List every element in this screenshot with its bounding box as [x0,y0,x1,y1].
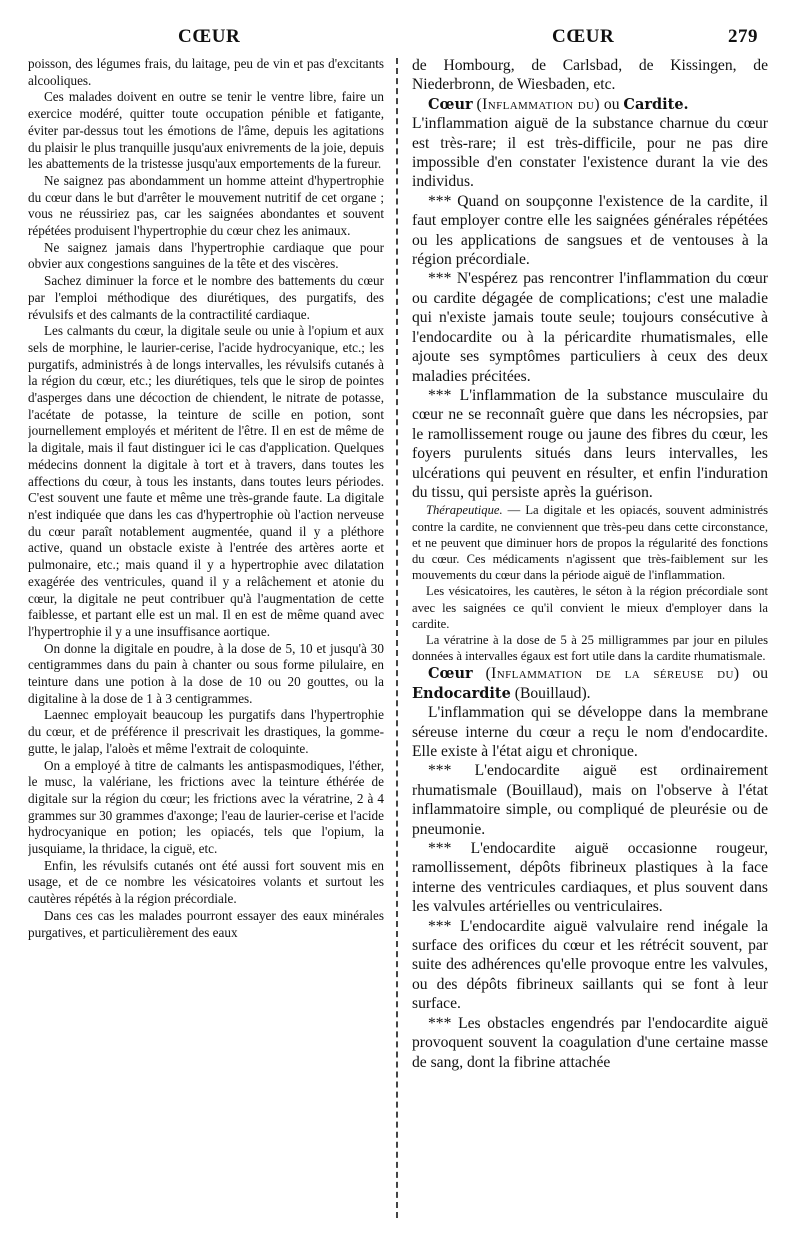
paragraph: Ne saignez pas abondamment un homme atteint d'hypertrophie du cœur dans le but d'arrêter le mouvement nutritif de cet organe ; vous ne réussiriez pas, car les saignées abondantes et souvent répétées produisent l'hypertrophie du cœur chez les animaux. [28,172,384,239]
paragraph: *** L'endocardite aiguë occasionne rougeur, ramollissement, dépôts fibrineux plastiques à la face interne des ventricules cardiaques, et plus souvent dans les valvules artérielles ou ventriculaires. [412,840,768,916]
section-heading-cardite [412,95,768,114]
paragraph: *** Quand on soupçonne l'existence de la cardite, il faut employer contre elle les saignées générales répétées ou les applications de sangsues et de ventouses à la région précordiale. [412,192,768,269]
paragraph: L'inflammation qui se développe dans la membrane séreuse interne du cœur a reçu le nom d'endocardite. Elle existe à l'état aigu et chronique. [412,704,768,760]
paragraph: On donne la digitale en poudre, à la dose de 5, 10 et jusqu'à 30 centigrammes dans du pain à chanter ou sous forme pilulaire, en teinture dans une potion à la dose de 10 ou 20 gouttes, ou la digitaline à la dose de 1 à 3 centigrammes. [28,640,384,706]
paragraph: *** Les obstacles engendrés par l'endocardite aiguë provoquent souvent la coagulation d'une certaine masse de sang, dont la fibrine attachée [412,1014,768,1071]
paragraph: On a employé à titre de calmants les antispasmodiques, l'éther, le musc, la valériane, les frictions avec la teinture éthérée de digitale sur la région du cœur; les frictions avec la vératrine, 2 à 4 grammes sur 30 grammes d'axonge; l'eau de laurier-cerise et l'acide hydrocyanique en potion; les opiacés, tels que l'opium, la jusquiame, la thridace, la ciguë, etc. [28,757,384,857]
paragraph: *** L'endocardite aiguë valvulaire rend inégale la surface des orifices du cœur et les rétrécit souvent, par suite des adhérences qu'elle provoque entre les valvules, ou des dépôts fibrineux saillants qui se font à leur surface. [412,917,768,1013]
paragraph: Dans ces cas les malades pourront essayer des eaux minérales purgatives, et particulièrement des eaux [28,907,384,940]
paragraph: *** L'endocardite aiguë est ordinairement rhumatismale (Bouillaud), mais on l'observe à l'état inflammatoire simple, ou compliqué de pleurésie ou de pneumonie. [412,762,768,838]
therapy-text: — La digitale et les opiacés, souvent administrés contre la cardite, ne conviennent que très-peu dans cette circonstance, et ne peuvent que diminuer hors de propos la régularité des fonctions du cœur. Ces médicaments n'agissent que très-faiblement sur les mouvements du cœur dans la période aiguë de l'inflammation. [412,503,768,583]
running-header [0,18,800,48]
paragraph: Les calmants du cœur, la digitale seule ou unie à l'opium et aux sels de morphine, le laurier-cerise, l'acide hydrocyanique, etc.; les purgatifs, administrés à de longs intervalles, les révulsifs cutanés à la région du cœur, etc.; les diurétiques, tels que le sirop de pointes d'asperges dans une décoction de chiendent, le nitrate de potasse, l'acétate de potasse, la teinture de scille en potion, sont journellement employés et méritent de l'être. Il en est de même de la digitale, mais il faut distinguer ici le cas d'application. Quelques médecins donnent la digitale à tort et à travers, dans toutes les affections du cœur, à tous les instants, dans toutes leurs périodes. C'est souvent une faute et même une très-grande faute. La digitale n'est indiquée que dans les cas d'hypertrophie où l'action nerveuse du cœur paraît notablement augmentée, quand il y a pléthore active, quand un obstacle existe à l'entrée des artères aorte et pulmonaire, etc.; mais quand il y a hypertrophie avec dilatation exagérée des ventricules, quand il y a relâchement et atonie du cœur, la digitale ne peut contribuer qu'à l'augmentation de cette faiblesse, et partant elle est un mal. Il en est de même quand avec l'hypertrophie il y a une insuffisance aortique. [28,323,384,639]
section-heading-endocardite [412,664,768,703]
paragraph: Sachez diminuer la force et le nombre des battements du cœur par l'emploi méthodique des diurétiques, des purgatifs, des révulsifs et des calmants de la contractilité cardiaque. [28,273,384,322]
paragraph: *** L'inflammation de la substance musculaire du cœur ne se reconnaît guère que dans les nécropsies, par le ramollissement rouge ou jaune des fibres du cœur, les foyers purulents situés dans leurs intervalles, les ulcérations qui peuvent en résulter, et enfin l'induration du tissu, qui persiste après la guérison. [412,386,768,501]
left-column [28,56,384,941]
paragraph: Enfin, les révulsifs cutanés ont été aussi fort souvent mis en usage, et de ce nombre les vésicatoires volants et surtout les cautères répétés à la région précordiale. [28,857,384,907]
right-running-title: CŒUR [552,26,615,47]
heading-or: ou [752,665,768,683]
paragraph: Ne saignez jamais dans l'hypertrophie cardiaque que pour obvier aux congestions sanguines de la tête et des viscères. [28,239,384,272]
right-column [412,56,768,1072]
heading-or: ou [603,95,620,113]
heading-alt: Endocardite [412,684,511,702]
therapy-label: Thérapeutique. [426,503,503,518]
paragraph [412,502,768,583]
heading-title: (Inflammation de la séreuse du) [485,665,740,683]
therapy-block [412,502,768,664]
paragraph: L'inflammation aiguë de la substance charnue du cœur est très-rare; il est très-difficile, pour ne pas dire impossible d'en constater l'existence durant la vie des individus. [412,115,768,191]
paragraph: Les vésicatoires, les cautères, le séton à la région précordiale sont avec les saignées ce qu'il convient le mieux d'employer dans la cardite. [412,584,768,631]
paragraph: La vératrine à la dose de 5 à 25 milligrammes par jour en pilules données à intervalles égaux est fort utile dans la cardite rhumatismale. [412,632,768,664]
paragraph: poisson, des légumes frais, du laitage, peu de vin et pas d'excitants alcooliques. [28,56,384,88]
paragraph: de Hombourg, de Carlsbad, de Kissingen, de Niederbronn, de Wiesbaden, etc. [412,57,768,94]
paragraph: Laennec employait beaucoup les purgatifs dans l'hypertrophie du cœur, et de préférence il prescrivait les drastiques, la gomme-gutte, le jalap, l'aloès et même l'extrait de coloquinte. [28,707,384,756]
left-running-title: CŒUR [178,26,241,47]
page-number: 279 [728,26,758,47]
headword: Cœur [428,665,473,683]
headword: Cœur [428,95,473,113]
heading-title: (Inflammation du) [476,95,600,113]
heading-alt: Cardite. [623,95,689,113]
column-divider [396,58,400,1218]
paragraph: *** N'espérez pas rencontrer l'inflammation du cœur ou cardite dégagée de complications; c'est une maladie qui n'existe jamais toute seule; toujours consécutive à l'endocardite ou à la péricardite rhumatismales, elle ajoute ses symptômes particuliers à ceux des deux maladies précitées. [412,270,768,385]
paragraph: Ces malades doivent en outre se tenir le ventre libre, faire un exercice modéré, quitter toute occupation pénible et fatigante, éviter par-dessus tout les émotions de l'âme, depuis les agitations du plaisir le plus tranquille jusqu'aux enivrements de la joie, depuis les abattements de la tristesse jusqu'aux emportements de la fureur. [28,89,384,172]
heading-author: (Bouillaud). [514,684,591,702]
